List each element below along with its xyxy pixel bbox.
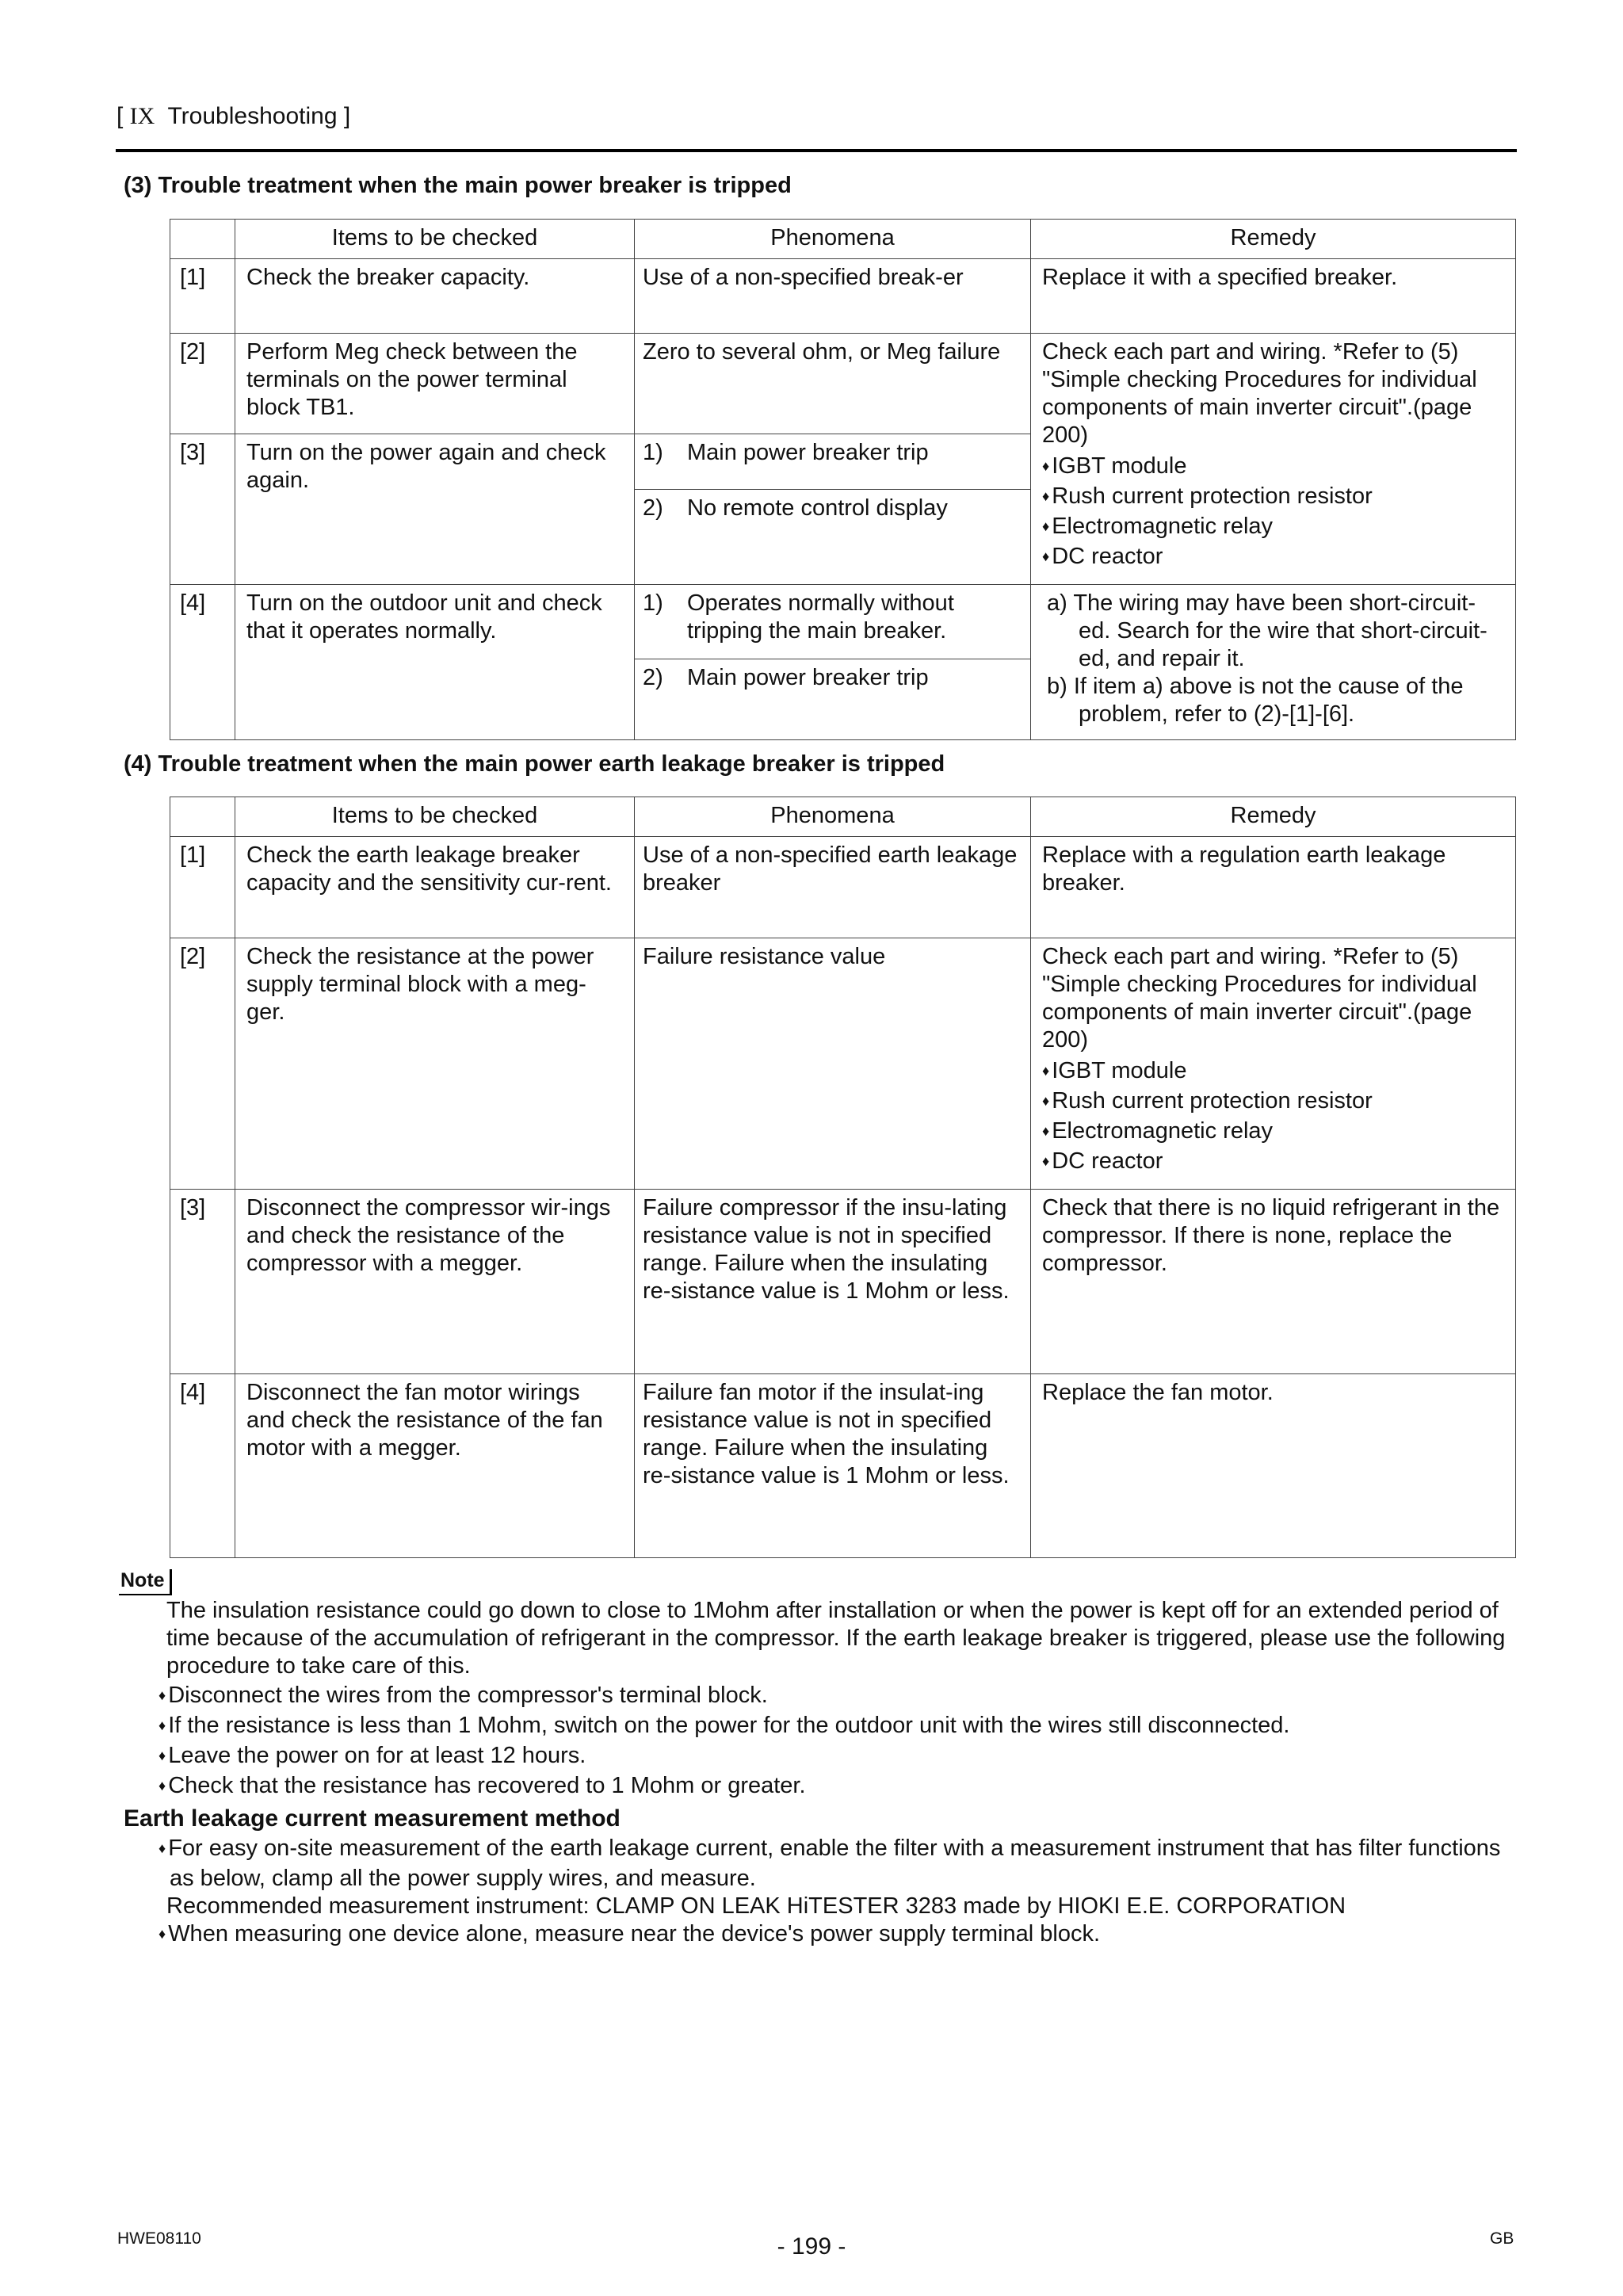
list-item: ♦ DC reactor [1042, 1148, 1506, 1178]
row-phenomena: Use of a non-specified earth leakage breaker [635, 837, 1031, 938]
row-remedy: Replace the fan motor. [1031, 1374, 1516, 1558]
row-item: Check the breaker capacity. [235, 259, 635, 334]
table-row [170, 1374, 1516, 1558]
row-item: Perform Meg check between the terminals on the power terminal block TB1. [235, 334, 635, 434]
remedy-bullets [1042, 1057, 1506, 1178]
row-item: Turn on the power again and check again. [235, 434, 635, 585]
row-number: [1] [170, 837, 235, 938]
list-item: ♦ Electromagnetic relay [1042, 1117, 1506, 1148]
table-header-row [170, 220, 1516, 259]
row-number: [2] [170, 334, 235, 434]
phenomena-text: Main power breaker trip [687, 440, 929, 465]
phenomena-text: Main power breaker trip [687, 665, 929, 691]
list-item: ♦ Check that the resistance has recovered to 1 Mohm or greater. [158, 1772, 1514, 1802]
table-row [170, 938, 1516, 1190]
row-item: Disconnect the compressor wir-ings and check the resistance of the compressor with a megger. [235, 1190, 635, 1374]
remedy-b: b) If item a) above is not the cause of the problem, refer to (2)-[1]-[6]. [1047, 674, 1464, 727]
remedy-bullets [1042, 453, 1506, 573]
row-remedy [1031, 938, 1516, 1190]
header-blank-cell [170, 797, 235, 837]
row-number: [4] [170, 1374, 235, 1558]
row-number: [3] [170, 434, 235, 585]
list-item: ♦ Disconnect the wires from the compressor's terminal block. [158, 1682, 1514, 1712]
region-code: GB [1490, 2229, 1514, 2248]
row-item: Check the earth leakage breaker capacity and the sensitivity cur-rent. [235, 837, 635, 938]
phenomena-number: 1) [643, 440, 663, 465]
row-phenomena: Zero to several ohm, or Meg failure [635, 334, 1031, 434]
row-item: Turn on the outdoor unit and check that it operates normally. [235, 585, 635, 740]
list-item: ♦ IGBT module [1042, 453, 1506, 483]
phenomena-number: 2) [643, 665, 663, 691]
phenomena-text: No remote control display [687, 495, 948, 521]
list-item: ♦ Electromagnetic relay [1042, 513, 1506, 543]
row-phenomena [635, 585, 1031, 659]
note-text: The insulation resistance could go down to close to 1Mohm after installation or when the power is kept off for an extended period of time because of the accumulation of refrigerant in the compressor. If the earth leakage breaker is triggered, please use the following procedure to take care of this. [166, 1598, 1506, 1679]
row-phenomena: Use of a non-specified break-er [635, 259, 1031, 334]
header-blank-cell [170, 220, 235, 259]
remedy-a: a) The wiring may have been short-circuit-ed. Search for the wire that short-circuit-ed, and repair it. [1047, 590, 1487, 671]
doc-code: HWE08110 [117, 2229, 201, 2248]
chapter-title: Troubleshooting [167, 103, 338, 129]
running-header: [ IX Troubleshooting ] [116, 103, 351, 129]
header-rule [116, 149, 1517, 152]
recommended-instrument: Recommended measurement instrument: CLAMP ON LEAK HiTESTER 3283 made by HIOKI E.E. CORPORATION [166, 1893, 1346, 1919]
row-phenomena [635, 659, 1031, 740]
page-number: - 199 - [777, 2233, 846, 2260]
row-phenomena [635, 490, 1031, 585]
remedy-text: Check each part and wiring. *Refer to (5) "Simple checking Procedures for individual components of main inverter circuit".(page 200) [1042, 339, 1477, 448]
row-number: [1] [170, 259, 235, 334]
header-items: Items to be checked [235, 220, 635, 259]
list-item: ♦ DC reactor [1042, 543, 1506, 573]
list-item: ♦ For easy on-site measurement of the earth leakage current, enable the filter with a measurement instrument that has filter functions as below, clamp all the power supply wires, and measure. [158, 1835, 1522, 1893]
table-header-row [170, 797, 1516, 837]
row-remedy: Check that there is no liquid refrigerant in the compressor. If there is none, replace the compressor. [1031, 1190, 1516, 1374]
table-row [170, 837, 1516, 938]
note-bullets [158, 1682, 1514, 1802]
row-remedy [1031, 585, 1516, 740]
list-item: ♦ Rush current protection resistor [1042, 483, 1506, 513]
phenomena-number: 2) [643, 495, 663, 521]
earth-leakage-table [170, 797, 1516, 1558]
table-row [170, 334, 1516, 434]
phenomena-number: 1) [643, 590, 663, 616]
header-remedy: Remedy [1031, 220, 1516, 259]
table-row [170, 1190, 1516, 1374]
row-phenomena: Failure fan motor if the insulat-ing resistance value is not in specified range. Failure when the insulating re-sistance value is 1 Mohm or less. [635, 1374, 1031, 1558]
header-remedy: Remedy [1031, 797, 1516, 837]
row-remedy: Replace it with a specified breaker. [1031, 259, 1516, 334]
list-item: ♦ When measuring one device alone, measure near the device's power supply terminal block. [158, 1920, 1522, 1950]
row-item: Check the resistance at the power supply terminal block with a meg-ger. [235, 938, 635, 1190]
row-phenomena: Failure compressor if the insu-lating resistance value is not in specified range. Failure when the insulating re-sistance value is 1 Mohm or less. [635, 1190, 1031, 1374]
row-item: Disconnect the fan motor wirings and check the resistance of the fan motor with a megger. [235, 1374, 635, 1558]
list-item: ♦ IGBT module [1042, 1057, 1506, 1087]
list-item: ♦ Rush current protection resistor [1042, 1087, 1506, 1117]
phenomena-text: Operates normally without tripping the main breaker. [687, 590, 954, 644]
row-remedy: Replace with a regulation earth leakage breaker. [1031, 837, 1516, 938]
row-number: [2] [170, 938, 235, 1190]
main-breaker-table [170, 219, 1516, 740]
list-item: ♦ Leave the power on for at least 12 hours. [158, 1742, 1514, 1772]
note-label: Note [119, 1569, 172, 1595]
table-row [170, 585, 1516, 659]
row-phenomena [635, 434, 1031, 490]
chapter-number: IX [129, 103, 155, 129]
table-row [170, 259, 1516, 334]
section-4-heading: (4) Trouble treatment when the main power earth leakage breaker is tripped [124, 751, 945, 777]
header-phenomena: Phenomena [635, 220, 1031, 259]
earth-leakage-heading: Earth leakage current measurement method [124, 1805, 621, 1832]
earth-leakage-list [158, 1835, 1522, 1950]
remedy-text: Check each part and wiring. *Refer to (5) "Simple checking Procedures for individual components of main inverter circuit".(page 200) [1042, 944, 1477, 1052]
header-items: Items to be checked [235, 797, 635, 837]
row-remedy [1031, 334, 1516, 585]
row-number: [4] [170, 585, 235, 740]
row-number: [3] [170, 1190, 235, 1374]
header-phenomena: Phenomena [635, 797, 1031, 837]
row-phenomena: Failure resistance value [635, 938, 1031, 1190]
list-item: ♦ If the resistance is less than 1 Mohm, switch on the power for the outdoor unit with the wires still disconnected. [158, 1712, 1514, 1742]
section-3-heading: (3) Trouble treatment when the main power breaker is tripped [124, 173, 792, 198]
